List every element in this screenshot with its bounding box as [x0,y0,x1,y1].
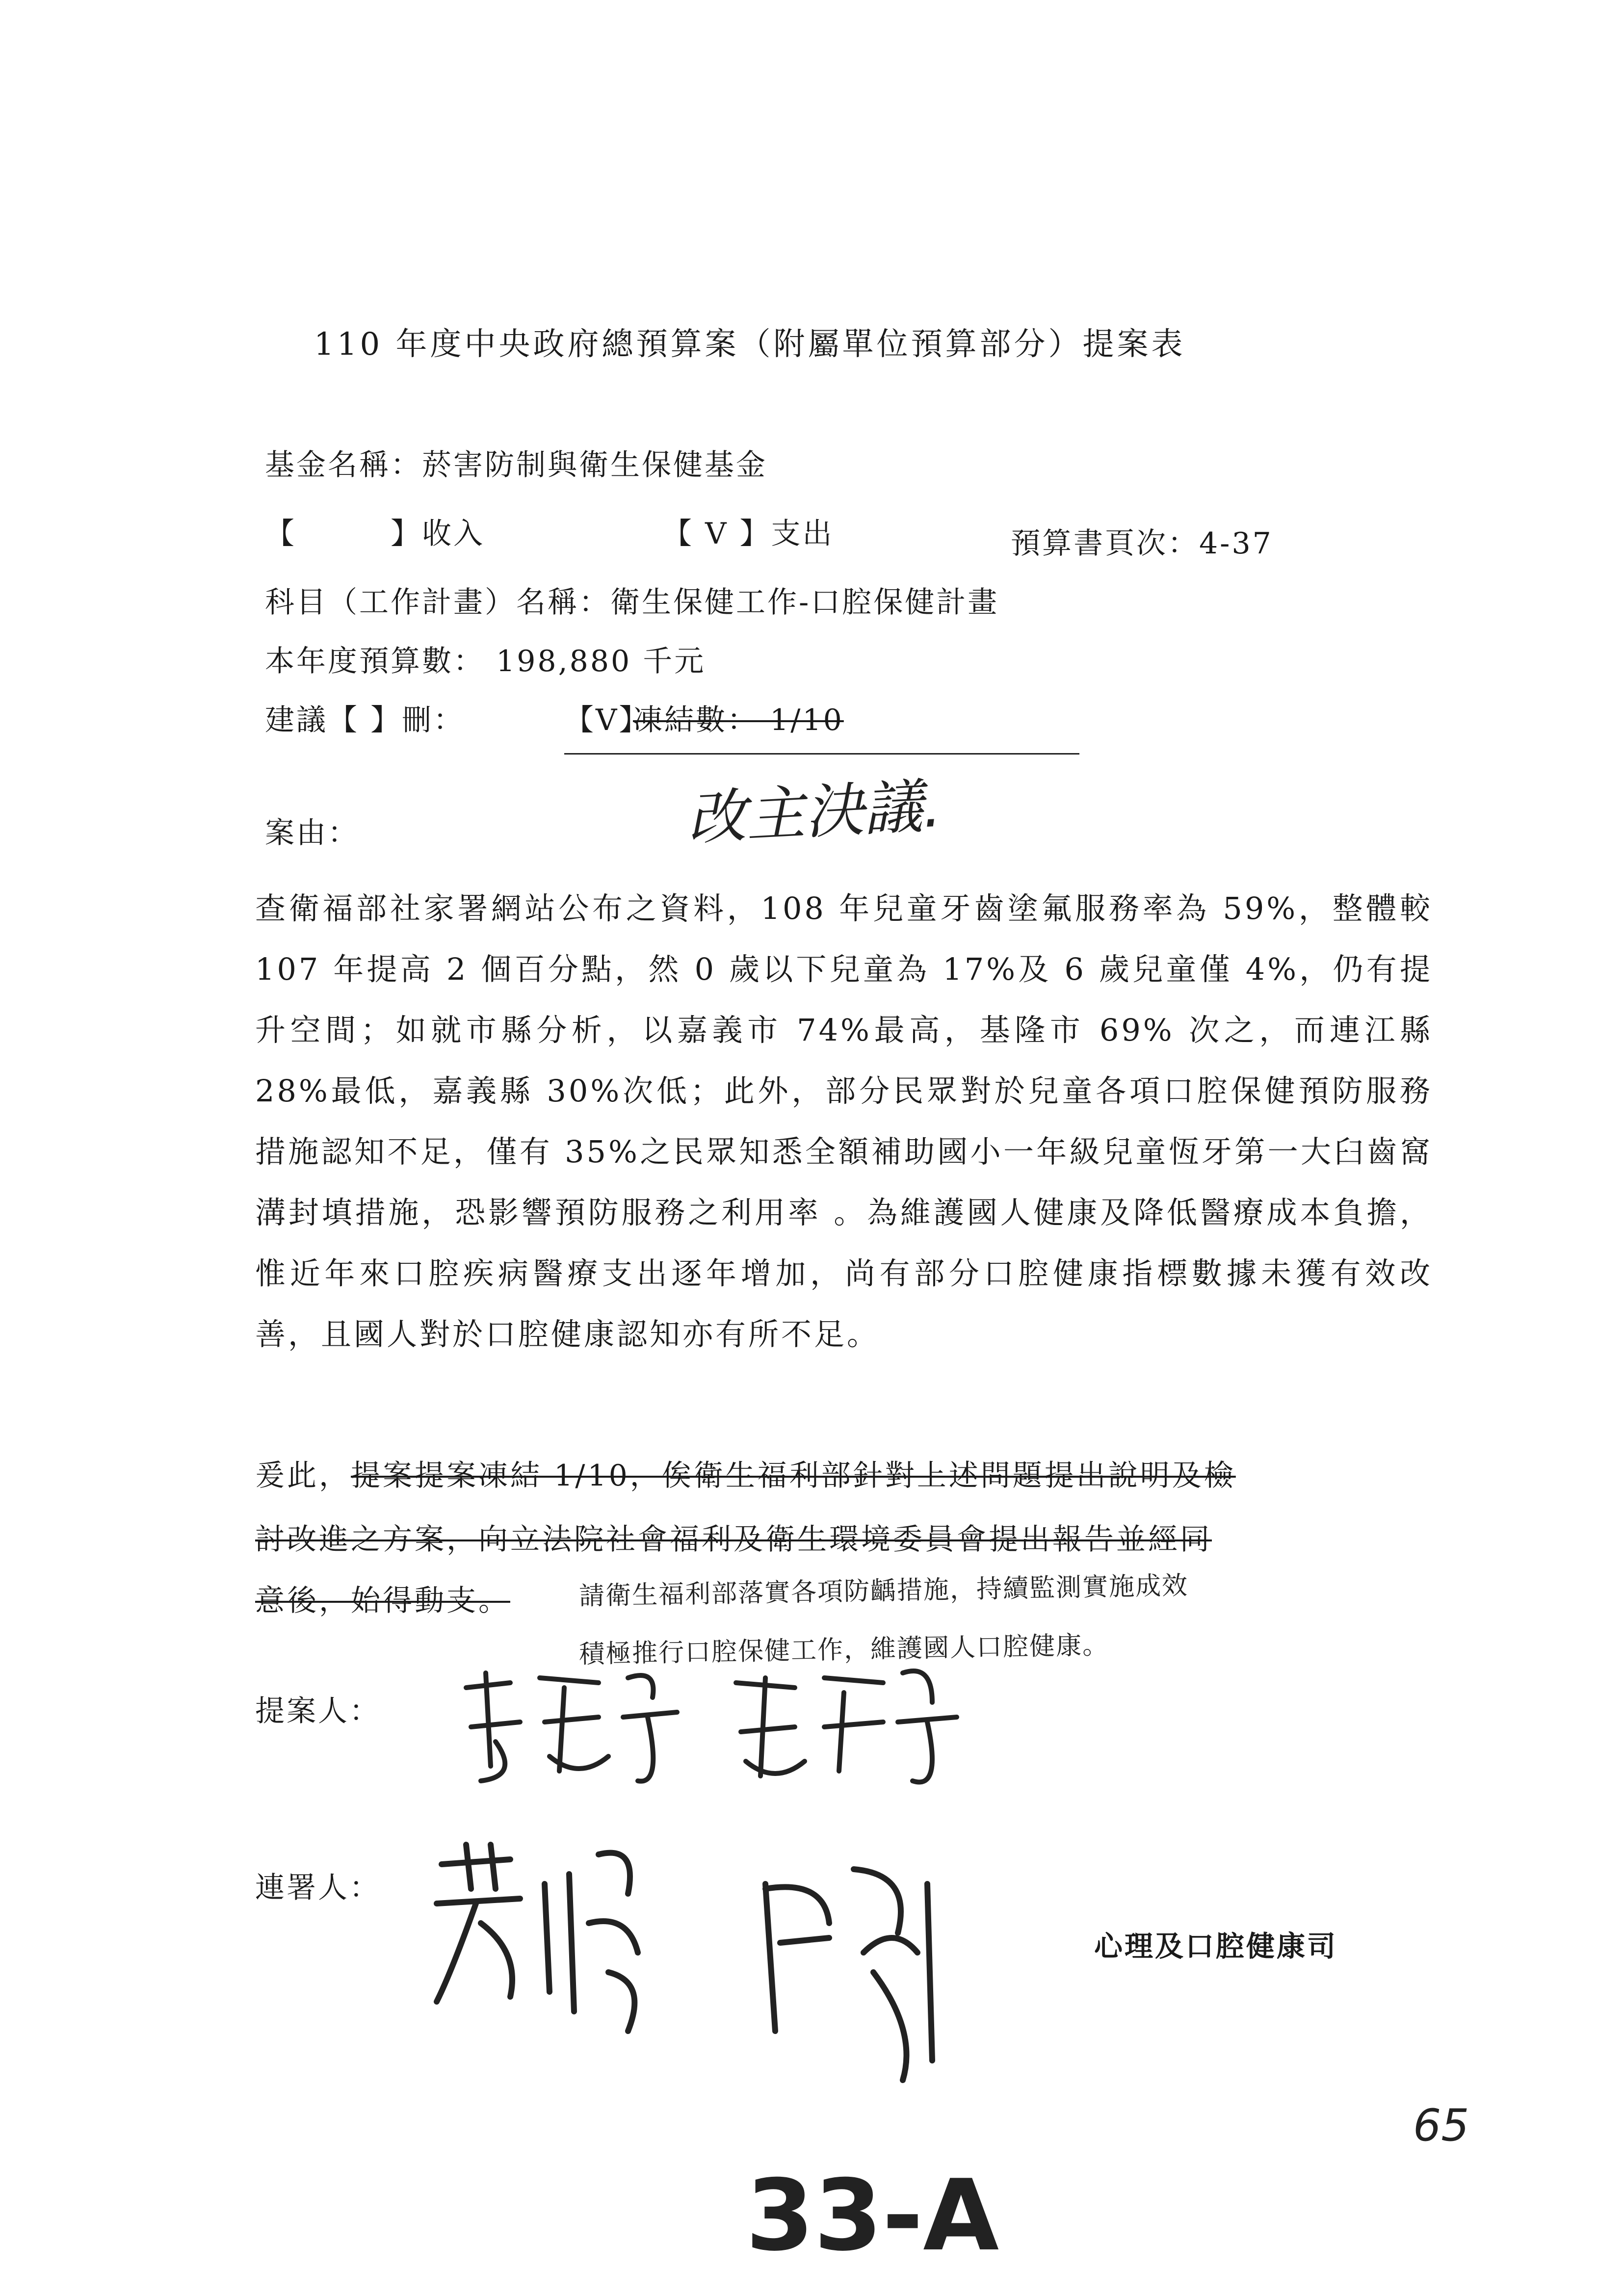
document-title: 110 年度中央政府總預算案（附屬單位預算部分）提案表 [314,326,1186,363]
expense-checkbox: 【 V 】支出 [662,517,834,551]
budget-amount: 本年度預算數： 198,880 千元 [265,644,706,678]
department-stamp: 心理及口腔健康司 [1094,1931,1338,1962]
suggest-underline [564,753,1079,755]
reason-body: 查衛福部社家署網站公布之資料，108 年兒童牙齒塗氟服務率為 59%，整體較 107 年提高 2 個百分點，然 0 歲以下兒童為 17%及 6 歲兒童僅 4%，仍有提升空間；如就市縣分析，以嘉義市 74%最高，基隆市 69% 次之，而連江縣 28%最低，嘉義縣 30%次低；此外，部分民眾對於兒童各項口腔保健預防服務措施認知不足，僅有 35%之民眾知悉全額補助國小一年級兒童恆牙第一大臼齒窩溝封填措施，恐影響預防服務之利用率 。為維護國人健康及降低醫療成本負擔，惟近年來口腔疾病醫療支出逐年增加，尚有部分口腔健康指標數據未獲有效改善，且國人對於口腔健康認知亦有所不足。 [255,890,1433,1352]
budget-page-number: 預算書頁次：4-37 [1011,526,1273,561]
handwritten-page-number: 65 [1413,2100,1469,2151]
proposal-struck-2: 討改進之方案，向立法院社會福利及衛生環境委員會提出報告並經同 [255,1522,1212,1557]
handwritten-doc-number: 33-A [746,2159,999,2273]
income-checkbox: 【 】收入 [265,517,485,551]
subject-name: 科目（工作計畫）名稱：衛生保健工作-口腔保健計畫 [265,585,999,620]
handwritten-resolution: 改主決議. [685,772,943,854]
reason-heading: 案由： [265,816,359,850]
proposal-prefix: 爰此， [255,1459,351,1493]
fund-name: 基金名稱：菸害防制與衛生保健基金 [265,448,767,482]
suggest-freeze-mark: 【V】 [564,703,651,737]
proposal-line-1 [255,1452,1236,1494]
cosigner-signature [422,1825,1060,2100]
proposer-signature [451,1658,1040,1786]
suggest-delete: 建議【 】刪： [265,703,465,737]
proposal-struck-1: 提案提案凍結 1/10，俟衛生福利部針對上述問題提出說明及檢 [351,1459,1236,1493]
handwritten-amendment-2: 積極推行口腔保健工作，維護國人口腔健康。 [578,1630,1109,1670]
cosigner-label: 連署人： [255,1871,381,1905]
proposal-struck-3: 意後，始得動支。 [255,1584,510,1618]
suggest-freeze-struck: 凍結數： 1/10 [633,703,844,737]
handwritten-amendment-1: 請衛生福利部落實各項防齲措施，持續監測實施成效 [578,1571,1189,1611]
proposer-label: 提案人： [255,1694,381,1728]
